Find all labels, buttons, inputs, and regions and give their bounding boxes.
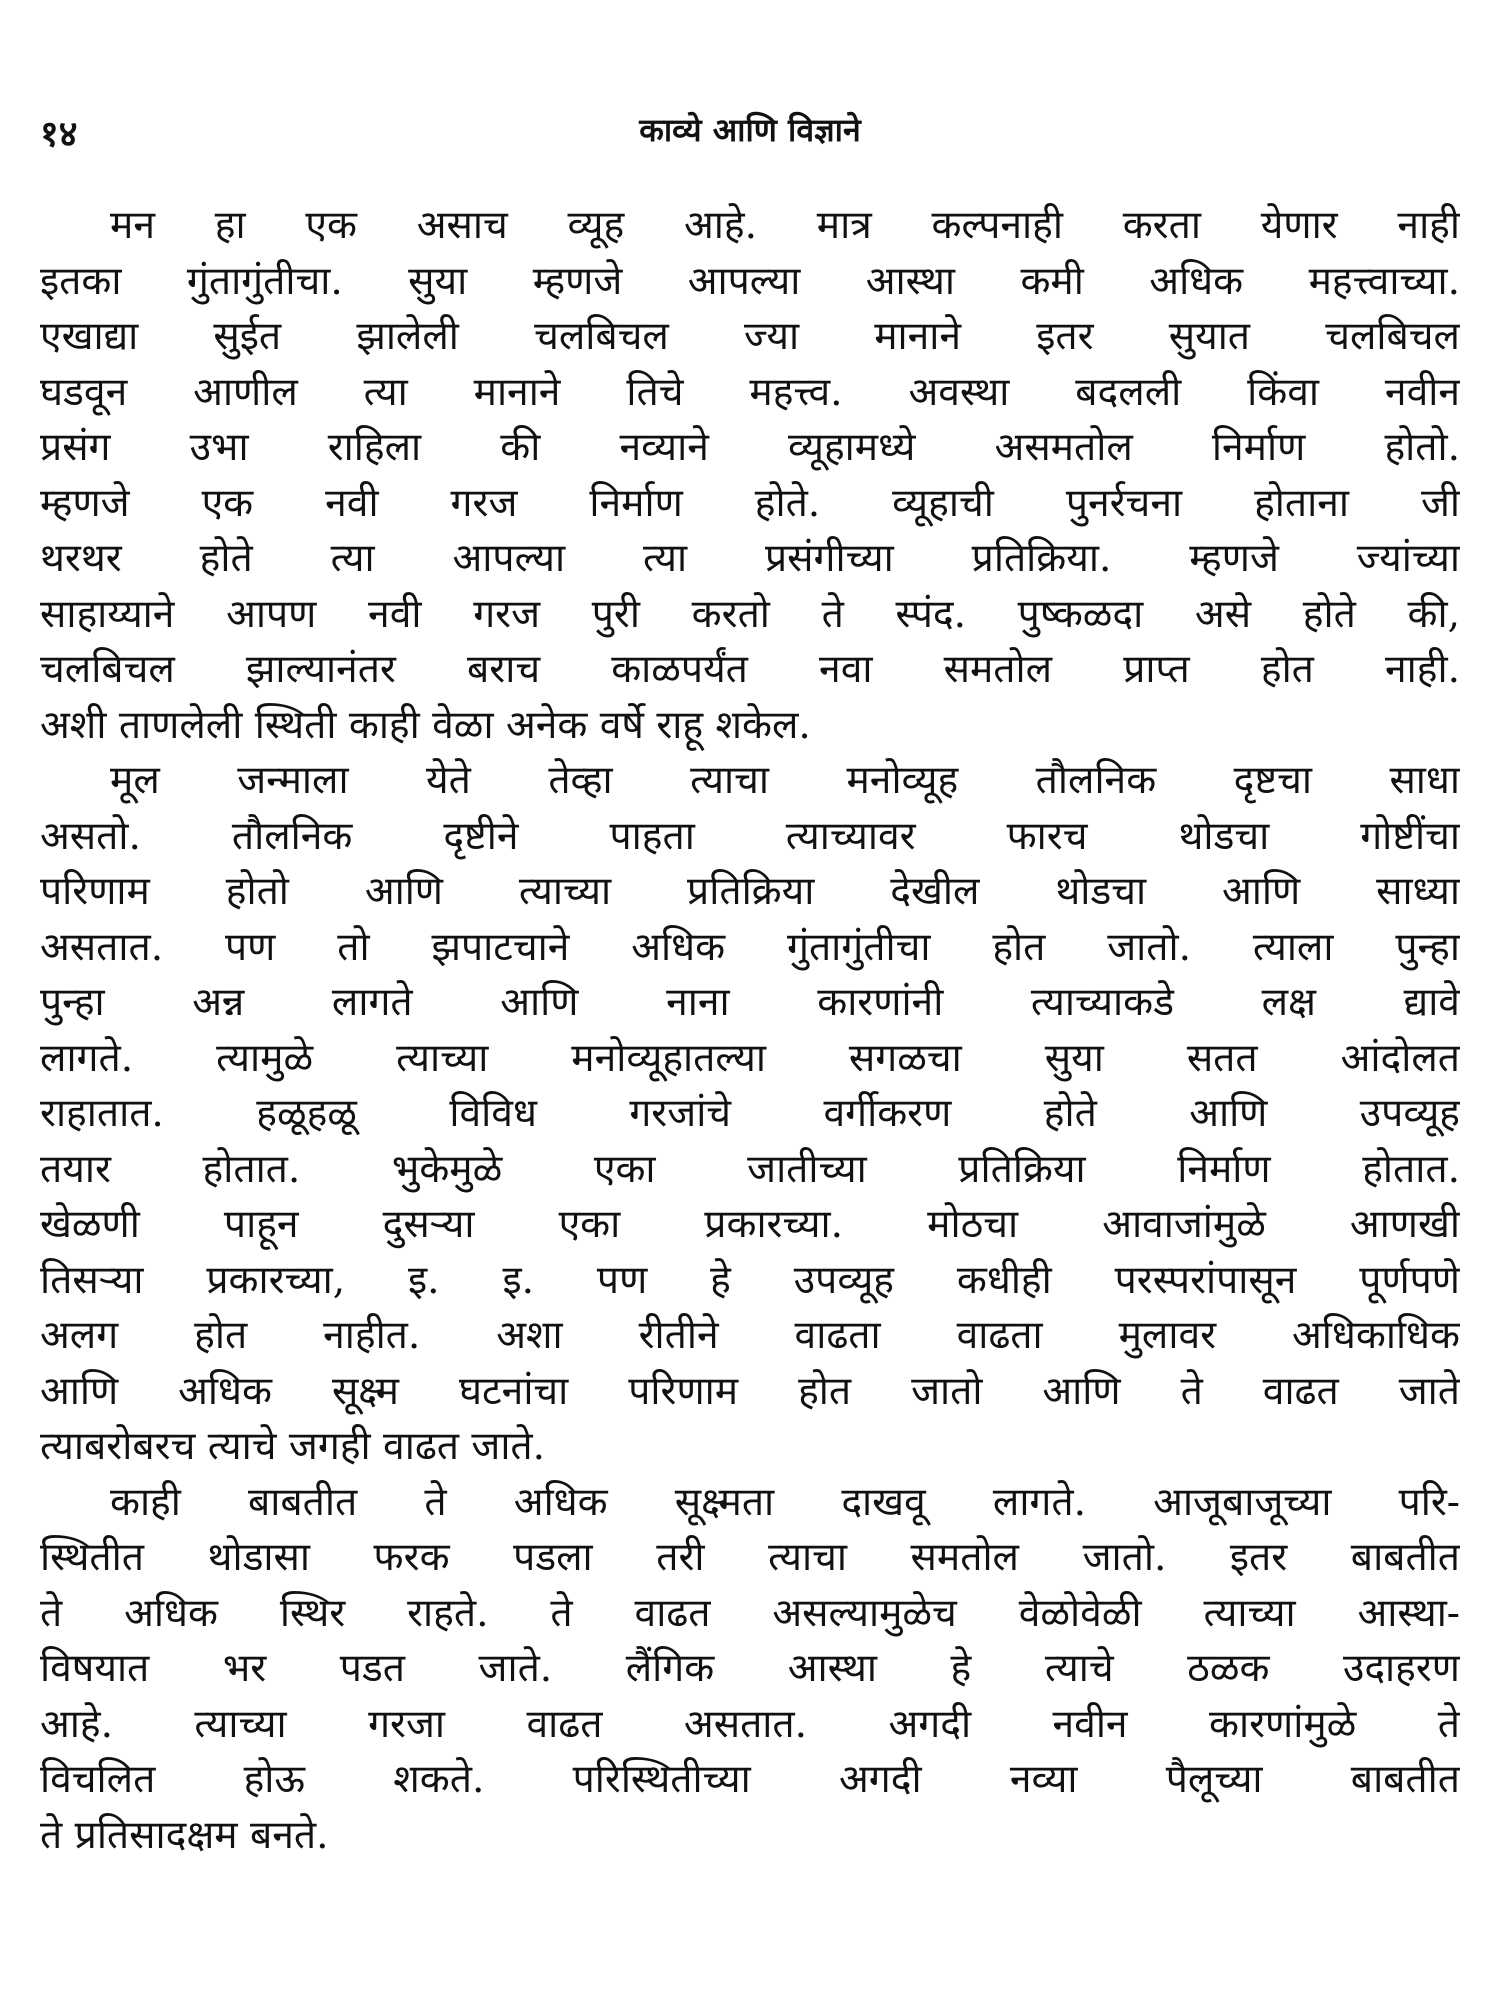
- text-line: असतात. पण तो झपाटचाने अधिक गुंतागुंतीचा होत जातो. त्याला पुन्हा: [40, 924, 1460, 970]
- text-line: अशी ताणलेली स्थिती काही वेळा अनेक वर्षे राहू शकेल.: [40, 702, 811, 748]
- text-line: एखाद्या सुईत झालेली चलबिचल ज्या मानाने इतर सुयात चलबिचल: [40, 314, 1460, 359]
- text-line: लागते. त्यामुळे त्याच्या मनोव्यूहातल्या सगळचा सुया सतत आंदोलत: [40, 1035, 1460, 1081]
- text-line: घडवून आणील त्या मानाने तिचे महत्त्व. अवस्था बदलली किंवा नवीन: [40, 369, 1460, 415]
- text-line: असतो. तौलनिक दृष्टीने पाहता त्याच्यावर फारच थोडचा गोष्टींचा: [40, 813, 1460, 859]
- body-text: [40, 198, 1460, 1863]
- text-line: परिणाम होतो आणि त्याच्या प्रतिक्रिया देखील थोडचा आणि साध्या: [40, 869, 1460, 914]
- text-line: त्याबरोबरच त्याचे जगही वाढत जाते.: [40, 1424, 546, 1469]
- text-line: मन हा एक असाच व्यूह आहे. मात्र कल्पनाही करता येणार नाही: [110, 203, 1460, 248]
- text-line: इतका गुंतागुंतीचा. सुया म्हणजे आपल्या आस्था कमी अधिक महत्त्वाच्या.: [40, 258, 1460, 304]
- paragraph-1: [40, 198, 1460, 753]
- text-line: विषयात भर पडत जाते. लैंगिक आस्था हे त्याचे ठळक उदाहरण: [40, 1646, 1460, 1691]
- text-line: तयार होतात. भुकेमुळे एका जातीच्या प्रतिक्रिया निर्माण होतात.: [40, 1146, 1460, 1192]
- text-line: अलग होत नाहीत. अशा रीतीने वाढता वाढता मुलावर अधिकाधिक: [40, 1313, 1460, 1358]
- text-line: म्हणजे एक नवी गरज निर्माण होते. व्यूहाची पुनर्रचना होताना जी: [40, 480, 1460, 526]
- text-line: ते प्रतिसादक्षम बनते.: [40, 1812, 329, 1858]
- text-line: खेळणी पाहून दुसऱ्या एका प्रकारच्या. मोठचा आवाजांमुळे आणखी: [40, 1202, 1460, 1247]
- running-header: [40, 108, 1460, 158]
- text-line: थरथर होते त्या आपल्या त्या प्रसंगीच्या प्रतिक्रिया. म्हणजे ज्यांच्या: [40, 536, 1460, 581]
- book-title: काव्ये आणि विज्ञाने: [639, 111, 861, 149]
- text-line: चलबिचल झाल्यानंतर बराच काळपर्यंत नवा समतोल प्राप्त होत नाही.: [40, 647, 1460, 692]
- text-line: साहाय्याने आपण नवी गरज पुरी करतो ते स्पंद. पुष्कळदा असे होते की,: [40, 591, 1460, 637]
- text-line: पुन्हा अन्न लागते आणि नाना कारणांनी त्याच्याकडे लक्ष द्यावे: [40, 980, 1460, 1025]
- page-number: १४: [40, 113, 78, 155]
- text-line: ते अधिक स्थिर राहते. ते वाढत असल्यामुळेच वेळोवेळी त्याच्या आस्था-: [40, 1590, 1460, 1636]
- text-line: आहे. त्याच्या गरजा वाढत असतात. अगदी नवीन कारणांमुळे ते: [40, 1701, 1460, 1747]
- text-line: काही बाबतीत ते अधिक सूक्ष्मता दाखवू लागते. आजूबाजूच्या परि-: [110, 1479, 1460, 1525]
- paragraph-3: [40, 1475, 1460, 1864]
- text-line: आणि अधिक सूक्ष्म घटनांचा परिणाम होत जातो आणि ते वाढत जाते: [40, 1368, 1460, 1414]
- text-line: स्थितीत थोडासा फरक पडला तरी त्याचा समतोल जातो. इतर बाबतीत: [40, 1535, 1460, 1580]
- text-line: प्रसंग उभा राहिला की नव्याने व्यूहामध्ये असमतोल निर्माण होतो.: [40, 425, 1460, 470]
- text-line: विचलित होऊ शकते. परिस्थितीच्या अगदी नव्या पैलूच्या बाबतीत: [40, 1757, 1460, 1802]
- text-line: राहातात. हळूहळू विविध गरजांचे वर्गीकरण होते आणि उपव्यूह: [40, 1091, 1460, 1136]
- paragraph-2: [40, 753, 1460, 1475]
- text-line: मूल जन्माला येते तेव्हा त्याचा मनोव्यूह तौलनिक दृष्टचा साधा: [110, 758, 1460, 803]
- text-line: तिसऱ्या प्रकारच्या, इ. इ. पण हे उपव्यूह कधीही परस्परांपासून पूर्णपणे: [40, 1257, 1460, 1303]
